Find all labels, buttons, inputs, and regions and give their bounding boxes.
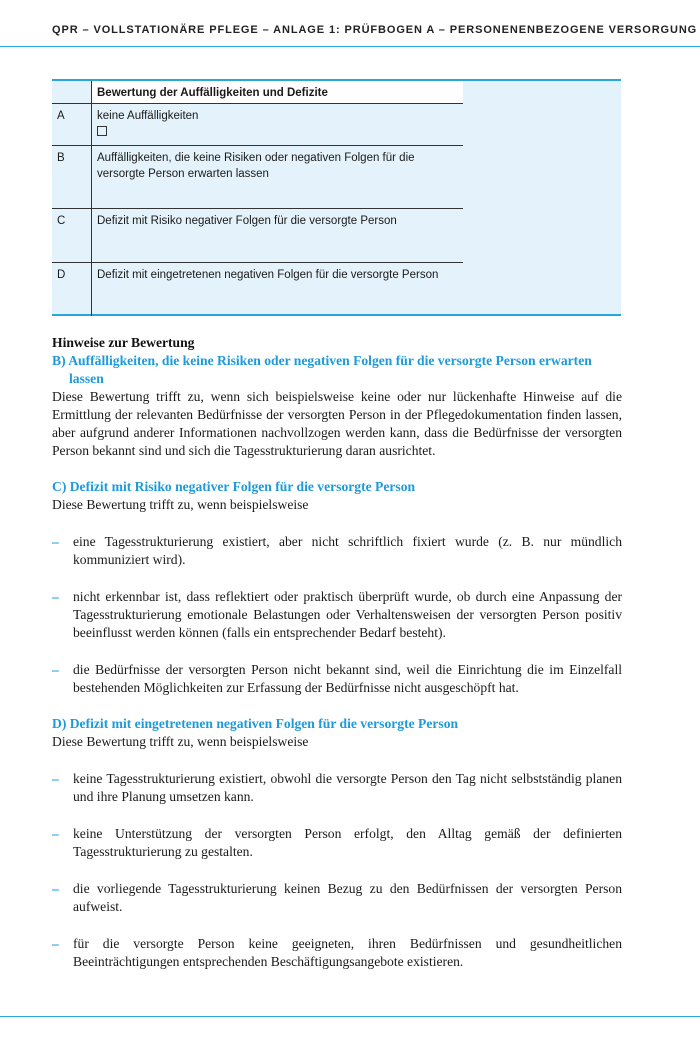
evaluation-notes	[52, 334, 622, 971]
section-d-intro: Diese Bewertung trifft zu, wenn beispielsweise	[52, 734, 309, 749]
checkbox-icon[interactable]	[97, 126, 107, 136]
list-item	[52, 935, 622, 971]
section-c-intro: Diese Bewertung trifft zu, wenn beispielsweise	[52, 497, 309, 512]
list-item	[52, 661, 622, 697]
bullet-text: die Bedürfnisse der versorgten Person nicht bekannt sind, weil die Einrichtung die im Einzelfall bestehenden Möglichkeiten zur Erfassung der Bedürfnisse nicht ausgeschöpft hat.	[73, 662, 622, 695]
hinweise-title: Hinweise zur Bewertung	[52, 335, 195, 350]
dash-bullet-icon: –	[52, 771, 59, 786]
rating-table-box	[52, 79, 621, 316]
row-key: A	[52, 104, 92, 146]
dash-bullet-icon: –	[52, 826, 59, 841]
rating-table	[52, 81, 463, 316]
row-text: Auffälligkeiten, die keine Risiken oder negativen Folgen für die versorgte Person erwarten lassen	[92, 146, 464, 209]
row-text: Defizit mit Risiko negativer Folgen für die versorgte Person	[92, 209, 464, 263]
bullet-text: nicht erkennbar ist, dass reflektiert oder praktisch überprüft wurde, ob durch eine Anpassung der Tagesstrukturierung emotionale Belastungen oder Verhaltensweisen der versorgten Person positiv beeinflusst werden können (falls ein entsprechender Bedarf besteht).	[73, 589, 622, 640]
bullet-text: für die versorgte Person keine geeigneten, ihren Bedürfnissen und gesundheitlichen Beeinträchtigungen entsprechenden Beschäftigungsangebote existieren.	[73, 936, 622, 969]
dash-bullet-icon: –	[52, 936, 59, 951]
list-item	[52, 588, 622, 642]
list-item	[52, 533, 622, 569]
row-key: C	[52, 209, 92, 263]
row-text: keine Auffälligkeiten	[97, 110, 199, 122]
bullet-text: keine Tagesstrukturierung existiert, obwohl die versorgte Person den Tag nicht selbstständig planen und ihre Planung umsetzen kann.	[73, 771, 622, 804]
dash-bullet-icon: –	[52, 662, 59, 677]
row-text-cell	[92, 104, 464, 146]
dash-bullet-icon: –	[52, 881, 59, 896]
list-item	[52, 770, 622, 806]
row-text: Defizit mit eingetretenen negativen Folgen für die versorgte Person	[92, 263, 464, 317]
table-row	[52, 104, 463, 146]
row-key: B	[52, 146, 92, 209]
table-header-row	[52, 81, 463, 104]
list-item	[52, 880, 622, 916]
table-row	[52, 209, 463, 263]
table-row	[52, 263, 463, 317]
table-row	[52, 146, 463, 209]
bullet-text: die vorliegende Tagesstrukturierung keinen Bezug zu den Bedürfnissen der versorgten Person aufweist.	[73, 881, 622, 914]
footer-rule	[0, 1016, 700, 1017]
dash-bullet-icon: –	[52, 589, 59, 604]
bullet-text: keine Unterstützung der versorgten Person erfolgt, den Alltag gemäß der definierten Tagesstrukturierung zu gestalten.	[73, 826, 622, 859]
section-b-title: B) Auffälligkeiten, die keine Risiken oder negativen Folgen für die versorgte Person erwarten lassen	[52, 353, 592, 386]
header-rule	[0, 46, 700, 47]
list-item	[52, 825, 622, 861]
row-key: D	[52, 263, 92, 317]
section-b-text: Diese Bewertung trifft zu, wenn sich beispielsweise keine oder nur lückenhafte Hinweise auf die Ermittlung der relevanten Bedürfnisse der versorgten Person in der Pflegedokumentation finden lassen, aber aufgrund anderer Informationen nachvollzogen werden kann, dass die Bedürfnisse der versorgten Person bekannt sind und sich die Tagesstrukturierung daran ausrichtet.	[52, 389, 622, 458]
section-c-title: C) Defizit mit Risiko negativer Folgen für die versorgte Person	[52, 479, 416, 494]
dash-bullet-icon: –	[52, 534, 59, 549]
table-header-cell: Bewertung der Auffälligkeiten und Defizite	[92, 81, 464, 104]
page-header-title: QPR – VOLLSTATIONÄRE PFLEGE – ANLAGE 1: PRÜFBOGEN A – PERSONENENBEZOGENE VERSORGUNG	[52, 24, 698, 36]
table-header-key-cell	[52, 81, 92, 104]
section-d-title: D) Defizit mit eingetretenen negativen Folgen für die versorgte Person	[52, 716, 459, 731]
bullet-text: eine Tagesstrukturierung existiert, aber nicht schriftlich fixiert wurde (z. B. nur mündlich kommuniziert wird).	[73, 534, 622, 567]
